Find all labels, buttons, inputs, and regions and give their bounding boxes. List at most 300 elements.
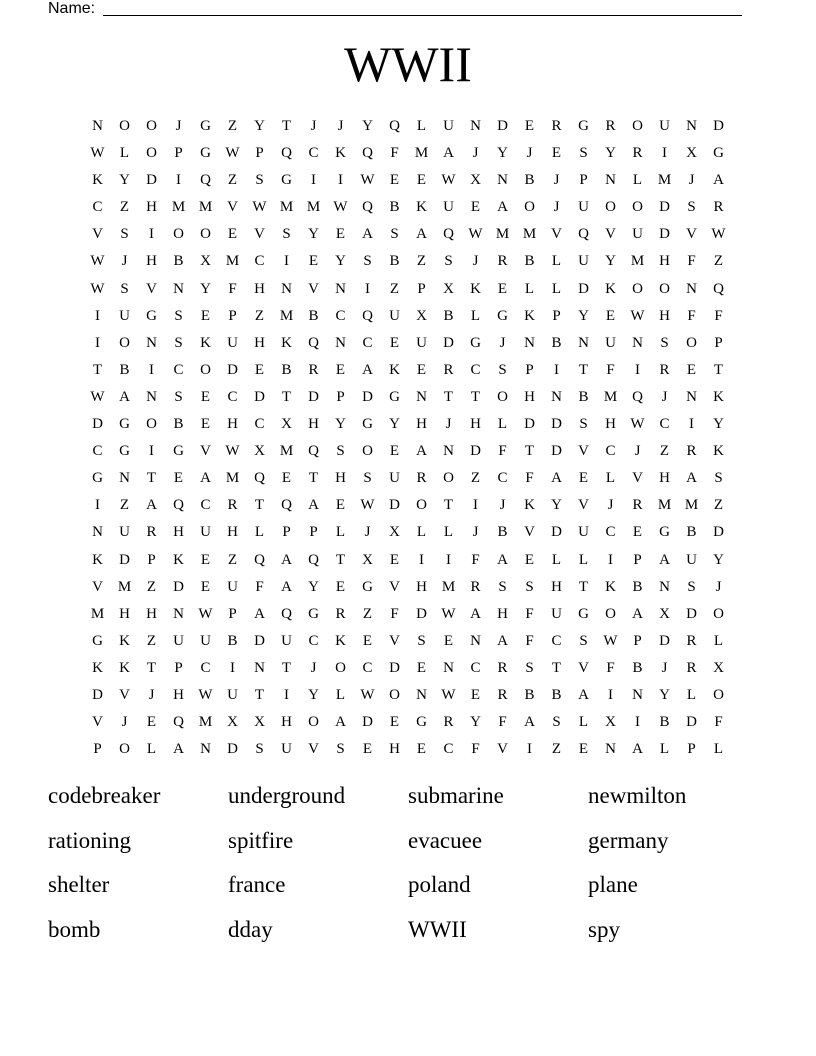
- grid-letter: D: [362, 388, 373, 405]
- grid-letter: U: [119, 524, 130, 541]
- grid-letter: K: [416, 199, 427, 216]
- grid-letter: D: [524, 416, 535, 433]
- grid-letter: K: [605, 280, 616, 297]
- grid-letter: L: [470, 307, 481, 324]
- grid-letter: Q: [308, 443, 319, 460]
- grid-letter: R: [416, 470, 427, 487]
- grid-letter: D: [362, 714, 373, 731]
- grid-letter: P: [255, 145, 264, 162]
- grid-letter: F: [525, 470, 534, 487]
- grid-letter: E: [200, 307, 211, 324]
- grid-letter: N: [254, 659, 265, 676]
- grid-letter: V: [119, 686, 130, 703]
- grid-letter: A: [497, 551, 508, 568]
- grid-letter: Z: [713, 253, 724, 270]
- grid-letter: F: [498, 714, 507, 731]
- grid-letter: E: [389, 334, 400, 351]
- grid-letter: J: [661, 388, 668, 405]
- grid-letter: B: [389, 199, 400, 216]
- grid-letter: H: [227, 524, 238, 541]
- grid-letter: M: [90, 605, 105, 622]
- grid-letter: D: [686, 714, 697, 731]
- grid-letter: F: [714, 714, 723, 731]
- grid-letter: H: [659, 470, 670, 487]
- grid-letter: P: [93, 741, 102, 758]
- grid-letter: N: [173, 280, 184, 297]
- grid-letter: K: [281, 334, 292, 351]
- grid-letter: C: [92, 443, 103, 460]
- grid-letter: N: [632, 334, 643, 351]
- grid-letter: H: [659, 253, 670, 270]
- grid-letter: B: [227, 632, 238, 649]
- grid-letter: Z: [146, 578, 157, 595]
- grid-letter: B: [119, 361, 130, 378]
- grid-letter: F: [606, 361, 615, 378]
- grid-letter: N: [335, 280, 346, 297]
- grid-letter: K: [119, 632, 130, 649]
- grid-letter: V: [146, 280, 157, 297]
- grid-letter: H: [335, 470, 346, 487]
- grid-letter: D: [443, 334, 454, 351]
- grid-letter: U: [227, 334, 238, 351]
- grid-letter: O: [362, 443, 373, 460]
- grid-letter: D: [497, 118, 508, 134]
- grid-letter: B: [578, 388, 589, 405]
- grid-letter: N: [416, 388, 427, 405]
- grid-letter: N: [335, 334, 346, 351]
- grid-letter: C: [470, 659, 481, 676]
- grid-letter: R: [146, 524, 157, 541]
- grid-letter: Q: [281, 497, 292, 514]
- grid-letter: A: [146, 497, 157, 514]
- grid-letter: N: [686, 388, 697, 405]
- grid-letter: O: [335, 659, 346, 676]
- grid-letter: G: [659, 524, 670, 541]
- grid-letter: C: [659, 416, 670, 433]
- grid-letter: N: [119, 470, 130, 487]
- grid-letter: Y: [308, 686, 319, 703]
- grid-letter: H: [389, 741, 400, 758]
- grid-letter: N: [416, 686, 427, 703]
- grid-letter: T: [92, 361, 103, 378]
- grid-letter: D: [551, 416, 562, 433]
- grid-letter: G: [200, 145, 211, 162]
- grid-letter: V: [308, 741, 319, 758]
- grid-letter: N: [551, 388, 562, 405]
- grid-letter: H: [146, 605, 157, 622]
- page-title: WWII: [344, 36, 472, 92]
- grid-letter: W: [198, 686, 213, 703]
- grid-letter: U: [173, 632, 184, 649]
- grid-letter: D: [227, 361, 238, 378]
- grid-letter: W: [468, 226, 483, 243]
- grid-letter: G: [362, 416, 373, 433]
- grid-letter: O: [308, 714, 319, 731]
- grid-letter: A: [308, 497, 319, 514]
- grid-letter: G: [713, 145, 724, 162]
- grid-letter: B: [686, 524, 697, 541]
- grid-letter: Q: [281, 605, 292, 622]
- grid-letter: I: [284, 253, 289, 270]
- grid-letter: S: [579, 145, 588, 162]
- grid-letter: O: [146, 118, 157, 134]
- grid-letter: G: [92, 632, 103, 649]
- grid-letter: A: [281, 578, 292, 595]
- grid-letter: F: [606, 659, 615, 676]
- grid-letter: A: [362, 226, 373, 243]
- grid-letter: O: [686, 334, 697, 351]
- grid-letter: H: [659, 307, 670, 324]
- grid-letter: I: [608, 686, 613, 703]
- grid-letter: E: [416, 361, 427, 378]
- grid-letter: E: [227, 226, 238, 243]
- grid-letter: L: [416, 524, 427, 541]
- grid-letter: C: [254, 253, 265, 270]
- grid-letter: D: [308, 388, 319, 405]
- grid-letter: T: [146, 659, 157, 676]
- grid-letter: E: [578, 470, 589, 487]
- grid-letter: A: [416, 226, 427, 243]
- grid-letter: D: [254, 388, 265, 405]
- grid-letter: H: [497, 605, 508, 622]
- grid-letter: N: [200, 741, 211, 758]
- grid-letter: Q: [362, 307, 373, 324]
- name-underline[interactable]: [103, 15, 742, 16]
- grid-letter: Q: [254, 551, 265, 568]
- word-list-item: spy: [588, 916, 620, 942]
- grid-letter: F: [525, 605, 534, 622]
- grid-letter: C: [605, 524, 616, 541]
- grid-letter: N: [443, 443, 454, 460]
- grid-letter: E: [200, 551, 211, 568]
- grid-letter: S: [552, 714, 561, 731]
- grid-letter: J: [526, 145, 533, 162]
- grid-letter: Q: [254, 470, 265, 487]
- grid-letter: C: [200, 497, 211, 514]
- grid-letter: K: [524, 497, 535, 514]
- grid-letter: F: [471, 551, 480, 568]
- grid-letter: Q: [443, 226, 454, 243]
- grid-letter: I: [284, 686, 289, 703]
- grid-letter: J: [607, 497, 614, 514]
- grid-letter: X: [659, 605, 670, 622]
- grid-letter: G: [578, 118, 589, 134]
- grid-letter: A: [443, 145, 454, 162]
- grid-letter: A: [551, 470, 562, 487]
- grid-letter: J: [472, 145, 479, 162]
- word-list-item: evacuee: [408, 827, 483, 853]
- grid-letter: B: [308, 307, 319, 324]
- grid-letter: Y: [335, 253, 346, 270]
- grid-letter: I: [338, 172, 343, 189]
- grid-letter: H: [119, 605, 130, 622]
- grid-letter: G: [416, 714, 427, 731]
- letter-grid: [84, 113, 732, 763]
- grid-letter: W: [90, 388, 105, 405]
- grid-letter: E: [200, 416, 211, 433]
- grid-letter: S: [444, 253, 453, 270]
- grid-letter: G: [146, 307, 157, 324]
- grid-letter: P: [417, 280, 426, 297]
- grid-letter: M: [522, 226, 537, 243]
- grid-letter: T: [551, 659, 562, 676]
- word-list-item: germany: [588, 827, 669, 853]
- name-label: Name:: [48, 0, 96, 17]
- grid-letter: G: [470, 334, 481, 351]
- grid-letter: E: [335, 361, 346, 378]
- grid-letter: A: [713, 172, 724, 189]
- grid-letter: M: [279, 307, 294, 324]
- grid-letter: E: [200, 578, 211, 595]
- grid-letter: U: [119, 307, 130, 324]
- grid-letter: I: [662, 145, 667, 162]
- grid-letter: T: [578, 578, 589, 595]
- grid-letter: E: [605, 307, 616, 324]
- grid-letter: Z: [713, 497, 724, 514]
- grid-letter: I: [608, 551, 613, 568]
- grid-letter: R: [686, 632, 697, 649]
- grid-letter: B: [389, 253, 400, 270]
- grid-letter: B: [443, 307, 454, 324]
- grid-letter: S: [255, 741, 264, 758]
- grid-letter: N: [92, 118, 103, 134]
- grid-letter: M: [225, 470, 240, 487]
- grid-letter: V: [524, 524, 535, 541]
- grid-letter: V: [200, 443, 211, 460]
- grid-letter: U: [416, 334, 427, 351]
- grid-letter: L: [335, 686, 346, 703]
- grid-letter: M: [630, 253, 645, 270]
- grid-letter: D: [470, 443, 481, 460]
- grid-letter: I: [149, 443, 154, 460]
- grid-letter: R: [686, 659, 697, 676]
- grid-letter: F: [498, 443, 507, 460]
- grid-letter: U: [578, 524, 589, 541]
- grid-letter: G: [92, 470, 103, 487]
- grid-letter: C: [470, 361, 481, 378]
- grid-letter: G: [119, 443, 130, 460]
- grid-letter: T: [443, 388, 454, 405]
- grid-letter: L: [686, 686, 697, 703]
- grid-letter: O: [659, 280, 670, 297]
- grid-letter: H: [308, 416, 319, 433]
- grid-letter: Z: [389, 280, 400, 297]
- name-field[interactable]: [48, 0, 742, 18]
- grid-letter: A: [578, 686, 589, 703]
- grid-letter: S: [174, 334, 183, 351]
- grid-letter: I: [527, 741, 532, 758]
- word-list-item: rationing: [48, 827, 132, 853]
- grid-letter: T: [146, 470, 157, 487]
- grid-letter: E: [281, 470, 292, 487]
- grid-letter: M: [414, 145, 429, 162]
- grid-letter: U: [281, 741, 292, 758]
- grid-letter: S: [714, 470, 723, 487]
- grid-letter: L: [632, 172, 643, 189]
- grid-letter: U: [227, 578, 238, 595]
- grid-letter: W: [603, 632, 618, 649]
- grid-letter: Z: [659, 443, 670, 460]
- grid-letter: P: [525, 361, 534, 378]
- grid-letter: S: [255, 172, 264, 189]
- grid-letter: D: [659, 226, 670, 243]
- grid-letter: M: [279, 443, 294, 460]
- grid-letter: T: [443, 497, 454, 514]
- grid-letter: P: [552, 307, 561, 324]
- grid-letter: S: [525, 659, 534, 676]
- grid-letter: E: [389, 172, 400, 189]
- grid-letter: L: [551, 551, 562, 568]
- grid-letter: F: [687, 307, 696, 324]
- grid-letter: B: [173, 253, 184, 270]
- grid-letter: P: [714, 334, 723, 351]
- grid-letter: B: [551, 686, 562, 703]
- grid-letter: R: [443, 714, 454, 731]
- grid-letter: G: [497, 307, 508, 324]
- grid-letter: J: [445, 416, 452, 433]
- grid-letter: E: [497, 280, 508, 297]
- grid-letter: U: [389, 307, 400, 324]
- grid-letter: G: [281, 172, 292, 189]
- grid-letter: S: [363, 253, 372, 270]
- grid-letter: Y: [389, 416, 400, 433]
- grid-letter: R: [497, 253, 508, 270]
- grid-letter: T: [254, 686, 265, 703]
- grid-letter: V: [632, 470, 643, 487]
- grid-letter: A: [173, 741, 184, 758]
- grid-letter: R: [605, 118, 616, 134]
- grid-letter: D: [686, 605, 697, 622]
- grid-letter: Q: [713, 280, 724, 297]
- grid-letter: G: [578, 605, 589, 622]
- grid-letter: V: [389, 578, 400, 595]
- grid-letter: F: [471, 741, 480, 758]
- grid-letter: O: [119, 118, 130, 134]
- grid-letter: H: [281, 714, 292, 731]
- grid-letter: W: [360, 497, 375, 514]
- grid-letter: W: [90, 145, 105, 162]
- grid-letter: F: [687, 253, 696, 270]
- grid-letter: M: [306, 199, 321, 216]
- grid-letter: R: [551, 118, 562, 134]
- grid-letter: U: [443, 118, 454, 134]
- grid-letter: V: [227, 199, 238, 216]
- grid-letter: A: [524, 714, 535, 731]
- grid-letter: I: [635, 361, 640, 378]
- grid-letter: L: [119, 145, 130, 162]
- grid-letter: F: [714, 307, 723, 324]
- grid-letter: B: [659, 714, 670, 731]
- grid-letter: E: [389, 443, 400, 460]
- grid-letter: O: [119, 741, 130, 758]
- grid-letter: K: [713, 443, 724, 460]
- grid-letter: V: [254, 226, 265, 243]
- grid-letter: I: [176, 172, 181, 189]
- grid-letter: H: [227, 416, 238, 433]
- grid-letter: O: [119, 334, 130, 351]
- grid-letter: E: [470, 199, 481, 216]
- word-list-item: plane: [588, 872, 638, 897]
- grid-letter: X: [227, 714, 238, 731]
- grid-letter: C: [362, 334, 373, 351]
- grid-letter: Y: [200, 280, 211, 297]
- grid-letter: L: [578, 551, 589, 568]
- grid-letter: J: [121, 253, 128, 270]
- grid-letter: P: [228, 307, 237, 324]
- grid-letter: W: [441, 605, 456, 622]
- grid-letter: O: [632, 280, 643, 297]
- grid-letter: D: [254, 632, 265, 649]
- grid-letter: O: [146, 416, 157, 433]
- grid-letter: D: [551, 524, 562, 541]
- grid-letter: H: [416, 578, 427, 595]
- grid-letter: V: [578, 443, 589, 460]
- grid-letter: K: [335, 145, 346, 162]
- grid-letter: C: [443, 741, 454, 758]
- grid-letter: T: [254, 497, 265, 514]
- grid-letter: T: [281, 659, 292, 676]
- grid-letter: I: [419, 551, 424, 568]
- grid-letter: Z: [227, 118, 238, 134]
- grid-letter: K: [524, 307, 535, 324]
- grid-letter: S: [525, 578, 534, 595]
- grid-letter: X: [254, 714, 265, 731]
- grid-letter: J: [175, 118, 182, 134]
- grid-letter: L: [443, 524, 454, 541]
- grid-letter: W: [441, 686, 456, 703]
- grid-letter: C: [173, 361, 184, 378]
- grid-letter: T: [281, 388, 292, 405]
- grid-letter: H: [605, 416, 616, 433]
- grid-letter: D: [416, 605, 427, 622]
- word-list-item: underground: [228, 783, 346, 808]
- grid-letter: Y: [470, 714, 481, 731]
- grid-letter: G: [362, 578, 373, 595]
- grid-letter: C: [605, 443, 616, 460]
- grid-letter: K: [200, 334, 211, 351]
- grid-letter: E: [146, 714, 157, 731]
- grid-letter: Y: [713, 416, 724, 433]
- grid-letter: C: [227, 388, 238, 405]
- grid-letter: P: [282, 524, 291, 541]
- grid-letter: D: [551, 443, 562, 460]
- grid-letter: T: [281, 118, 292, 134]
- grid-letter: B: [524, 253, 535, 270]
- grid-letter: O: [632, 118, 643, 134]
- grid-letter: I: [95, 334, 100, 351]
- grid-letter: P: [174, 145, 183, 162]
- grid-letter: O: [173, 226, 184, 243]
- grid-letter: T: [524, 443, 535, 460]
- grid-letter: L: [254, 524, 265, 541]
- grid-letter: J: [553, 172, 560, 189]
- grid-letter: I: [311, 172, 316, 189]
- grid-letter: D: [92, 686, 103, 703]
- grid-letter: V: [605, 226, 616, 243]
- grid-letter: B: [524, 172, 535, 189]
- grid-letter: M: [225, 253, 240, 270]
- grid-letter: F: [255, 578, 264, 595]
- grid-letter: M: [657, 497, 672, 514]
- grid-letter: J: [121, 714, 128, 731]
- grid-letter: E: [551, 145, 562, 162]
- grid-letter: S: [120, 280, 129, 297]
- grid-letter: H: [416, 416, 427, 433]
- grid-letter: Q: [173, 714, 184, 731]
- grid-letter: J: [553, 199, 560, 216]
- grid-letter: B: [632, 659, 643, 676]
- grid-letter: N: [578, 334, 589, 351]
